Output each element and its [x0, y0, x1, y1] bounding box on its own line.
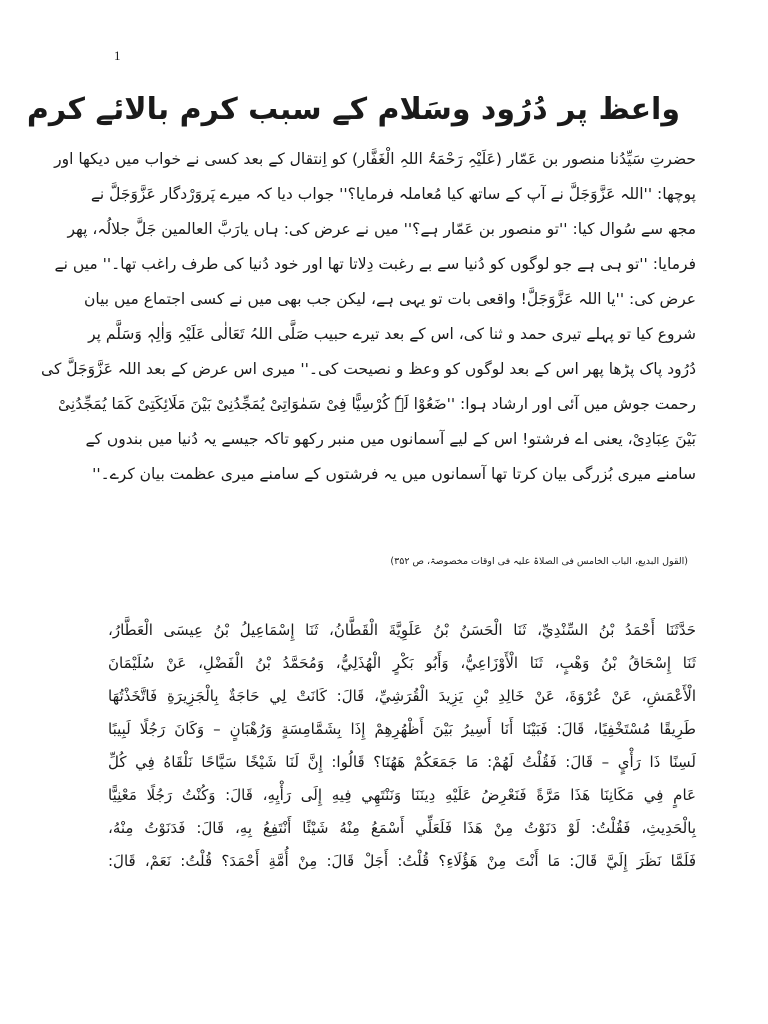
urdu-line: دُرُود پاک پڑھا پھر اس کے بعد لوگوں کو وعظ و نصیحت کی۔'' میری اس عرض کے بعد اللہ عَزَّوَجَلَّ کی: [41, 360, 696, 378]
urdu-line: بَیْنَ عِبَادِیْ، یعنی اے فرشتو! اس کے لیے آسمانوں میں منبر رکھو تاکہ جیسے یہ دُنیا میں بندوں کے: [85, 430, 696, 448]
arabic-line: عَامٍ فِي مَكَانِنَا هَذَا مَرَّةً فَنَعْرِضُ عَلَيْهِ دِينَنَا وَنَنْتَهِي فِيهِ إِلَى رَأْيِهِ، قَالَ: وَكُنْتُ رَجُلًا مَعْنِيًّا: [108, 786, 696, 804]
arabic-line: ثَنَا إِسْحَاقُ بْنُ وَهْبٍ، ثَنَا الْأَوْزَاعِيُّ، وَأَبُو بَكْرٍ الْهُذَلِيُّ، وَمُحَمَّدُ بْنُ الْفَضْلِ، عَنْ سُلَيْمَانَ: [108, 654, 696, 672]
urdu-paragraph: [41, 142, 696, 492]
arabic-line: فَلَمَّا نَظَرَ إِلَيَّ قَالَ: مَا أَنْتَ مِنْ هَؤُلَاءِ؟ قُلْتُ: أَجَلْ قَالَ: مِنْ أُمَّةِ أَحْمَدَ؟ قُلْتُ: نَعَمْ، قَالَ:: [108, 852, 696, 870]
urdu-line: فرمایا: ''تو ہی ہے جو لوگوں کو دُنیا سے بے رغبت دِلاتا تھا اور خود دُنیا کی طرف راغب تھا۔'' میں نے: [54, 255, 696, 273]
urdu-line: حضرتِ سَیِّدُنا منصور بن عَمّار (عَلَیْہِ رَحْمَۃُ اللہِ الْغَفَّار) کو اِنتقال کے بعد کسی نے خواب میں دیکھا اور: [54, 150, 696, 168]
urdu-line: پوچھا: ''اللہ عَزَّوَجَلَّ نے آپ کے ساتھ کیا مُعاملہ فرمایا؟'' جواب دیا کہ میرے پَروَرْدگار عَزَّوَجَلَّ نے: [90, 185, 696, 203]
page-title: واعظ پر دُرُود وسَلام کے سبب کرم بالائے کرم: [26, 92, 680, 127]
arabic-line: حَدَّثَنَا أَحْمَدُ بْنُ السِّنْدِيِّ، ثَنَا الْحَسَنُ بْنُ عَلَوِيَّةَ الْقَطَّانُ، ثَنَا إِسْمَاعِيلُ بْنُ عِيسَى الْعَطَّارُ،: [108, 621, 696, 639]
urdu-line: سامنے میری بُزرگی بیان کرتا تھا آسمانوں میں یہ فرشتوں کے سامنے میری عظمت بیان کرے۔'': [92, 465, 696, 483]
urdu-line: مجھ سے سُوال کیا: ''تو منصور بن عَمّار ہے؟'' میں نے عرض کی: ہاں یارَبَّ العالمین جَلَّ جلالُہ، پھر: [67, 220, 696, 238]
arabic-line: لَسِنًا ذَا رَأْيٍ – قَالَ: فَقُلْتُ لَهُمْ: مَا جَمَعَكُمْ هَهُنَا؟ قَالُوا: إِنَّ لَنَا شَيْخًا سَيَّاحًا نَلْقَاهُ فِي كُلِّ: [108, 753, 696, 771]
reference-citation: (القول البدیع، الباب الخامس فی الصلاۃ علیہ فی اوقات مخصوصۃ، ص ۳۵۲): [390, 556, 688, 567]
arabic-paragraph: [108, 614, 696, 878]
urdu-line: رحمت جوش میں آئی اور ارشاد ہوا: ''ضَعُوْا لَہٗ کُرْسِیًّا فِیْ سَمٰوَاتِیْ یُمَجِّدُنِیْ بَیْنَ مَلَائِکَتِیْ کَمَا یُمَجِّدُنِیْ: [57, 395, 696, 413]
urdu-line: عرض کی: ''یا اللہ عَزَّوَجَلَّ! واقعی بات تو یہی ہے، لیکن جب بھی میں نے کسی اجتماع میں بیان: [83, 290, 696, 308]
page-number: 1: [114, 48, 121, 63]
arabic-line: الْأَعْمَشِ، عَنْ عُرْوَةَ، عَنْ خَالِدِ بْنِ يَزِيدَ الْقُرَشِيِّ، قَالَ: كَانَتْ لِي حَاجَةٌ بِالْجَزِيرَةِ فَاتَّخَذْتُهَا: [108, 687, 696, 705]
urdu-line: شروع کیا تو پہلے تیری حمد و ثنا کی، اس کے بعد تیرے حبیب صَلَّی اللہُ تَعَالٰی عَلَیْہِ وَاٰلِہٖ وَسَلَّم پر: [88, 325, 696, 343]
arabic-line: طَرِيقًا مُسْتَخْفِيًا، قَالَ: فَبَيْنَا أَنَا أَسِيرُ بَيْنَ أَظْهُرِهِمْ إِذَا بِشَمَّامِسَةٍ وَرُهْبَانٍ – وَكَانَ رَجُلًا لَبِيبًا: [108, 720, 696, 738]
arabic-line: بِالْحَدِيثِ، فَقُلْتُ: لَوْ دَنَوْتُ مِنْ هَذَا فَلَعَلِّي أَسْمَعُ مِنْهُ شَيْئًا أَنْتَفِعُ بِهِ، قَالَ: فَدَنَوْتُ مِنْهُ،: [108, 819, 696, 837]
